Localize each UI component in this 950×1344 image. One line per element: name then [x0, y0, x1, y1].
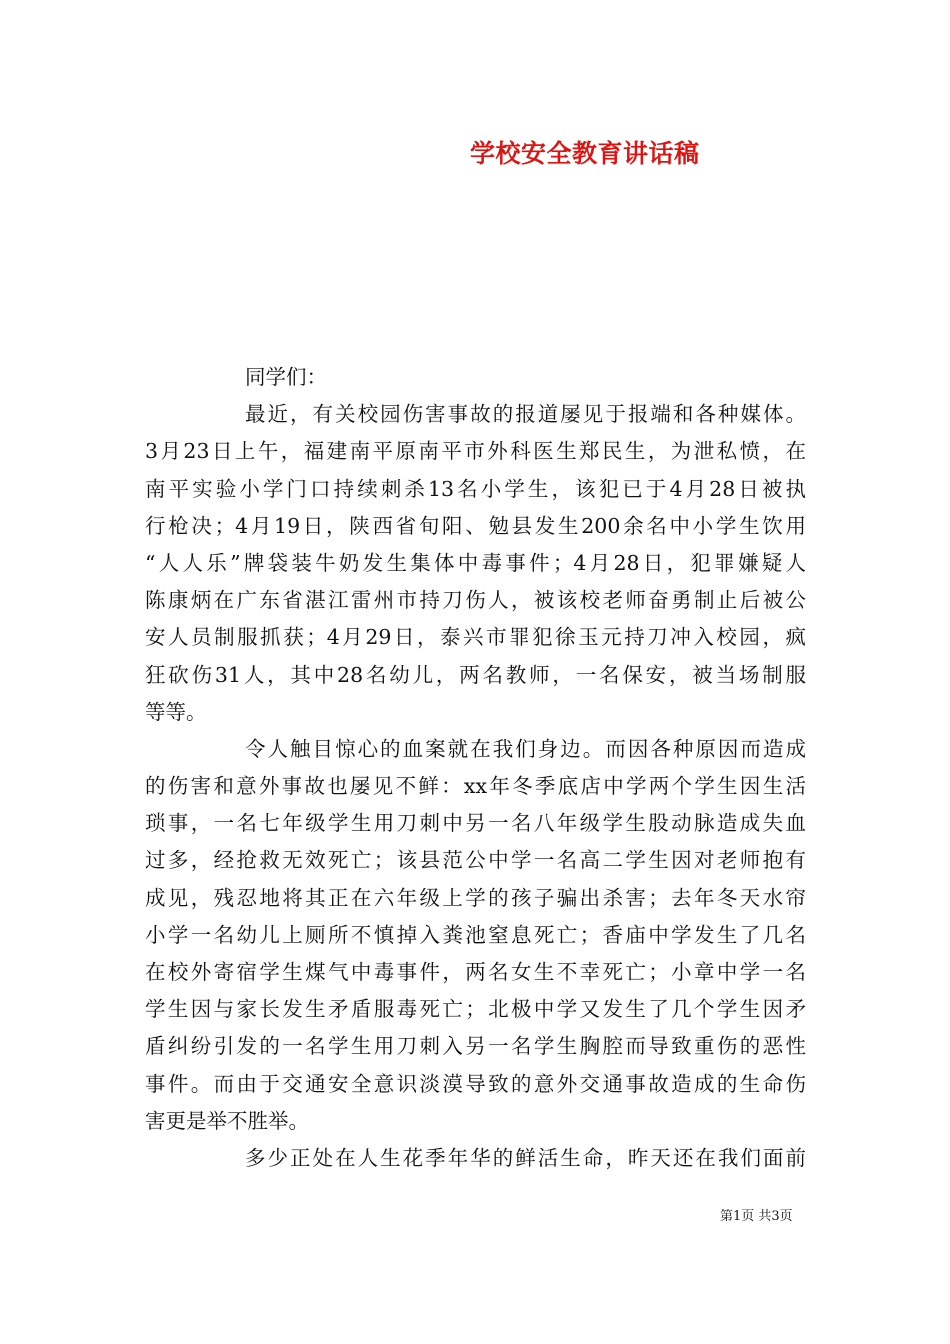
paragraph	[145, 734, 806, 1143]
paragraph-line: 最近，有关校园伤害事故的报道屡见于报端和各种媒体。	[245, 402, 806, 427]
paragraph-line: 琐事，一名七年级学生用刀刺中另一名八年级学生股动脉造成失血	[145, 811, 806, 836]
page-number: 第1页 共3页	[720, 1209, 793, 1224]
paragraph-line: 学生因与家长发生矛盾服毒死亡；北极中学又发生了几个学生因矛	[145, 997, 806, 1022]
paragraph-line: 南平实验小学门口持续刺杀13名小学生，该犯已于4月28日被执	[145, 476, 806, 501]
paragraph-line: 陈康炳在广东省湛江雷州市持刀伤人，被该校老师奋勇制止后被公	[145, 588, 806, 613]
paragraph-line: 过多，经抢救无效死亡；该县范公中学一名高二学生因对老师抱有	[145, 848, 806, 873]
paragraph-line: 成见，残忍地将其正在六年级上学的孩子骗出杀害；去年冬天水帘	[145, 885, 806, 910]
paragraph-line: 等等。	[145, 699, 207, 724]
paragraph-line: 小学一名幼儿上厕所不慎掉入粪池窒息死亡；香庙中学发生了几名	[145, 922, 806, 947]
paragraph-line: 多少正处在人生花季年华的鲜活生命，昨天还在我们面前	[245, 1145, 806, 1170]
document-title: 学校安全教育讲话稿	[470, 139, 700, 168]
paragraph-line: 在校外寄宿学生煤气中毒事件，两名女生不幸死亡；小章中学一名	[145, 960, 806, 984]
paragraph-line: 行枪决；4月19日，陕西省旬阳、勉县发生200余名中小学生饮用	[145, 513, 806, 538]
paragraph-line: 盾纠纷引发的一名学生用刀刺入另一名学生胸腔而导致重伤的恶性	[145, 1034, 806, 1059]
paragraph	[145, 1143, 806, 1180]
paragraph-line: 害更是举不胜举。	[145, 1108, 309, 1133]
paragraph-line: “人人乐”牌袋装牛奶发生集体中毒事件；4月28日，犯罪嫌疑人	[145, 550, 806, 575]
paragraph-line: 3月23日上午，福建南平原南平市外科医生郑民生，为泄私愤，在	[145, 439, 806, 464]
paragraph-line: 狂砍伤31人，其中28名幼儿，两名教师，一名保安，被当场制服	[145, 662, 806, 687]
paragraph-line: 的伤害和意外事故也屡见不鲜：xx年冬季底店中学两个学生因生活	[145, 774, 806, 799]
document-body	[145, 362, 806, 1180]
paragraph-line: 安人员制服抓获；4月29日，泰兴市罪犯徐玉元持刀冲入校园，疯	[145, 625, 806, 650]
paragraph-line: 事件。而由于交通安全意识淡漠导致的意外交通事故造成的生命伤	[145, 1071, 806, 1096]
salutation: 同学们：	[245, 365, 327, 389]
paragraph-line: 令人触目惊心的血案就在我们身边。而因各种原因而造成	[245, 736, 806, 761]
paragraph	[145, 399, 806, 734]
